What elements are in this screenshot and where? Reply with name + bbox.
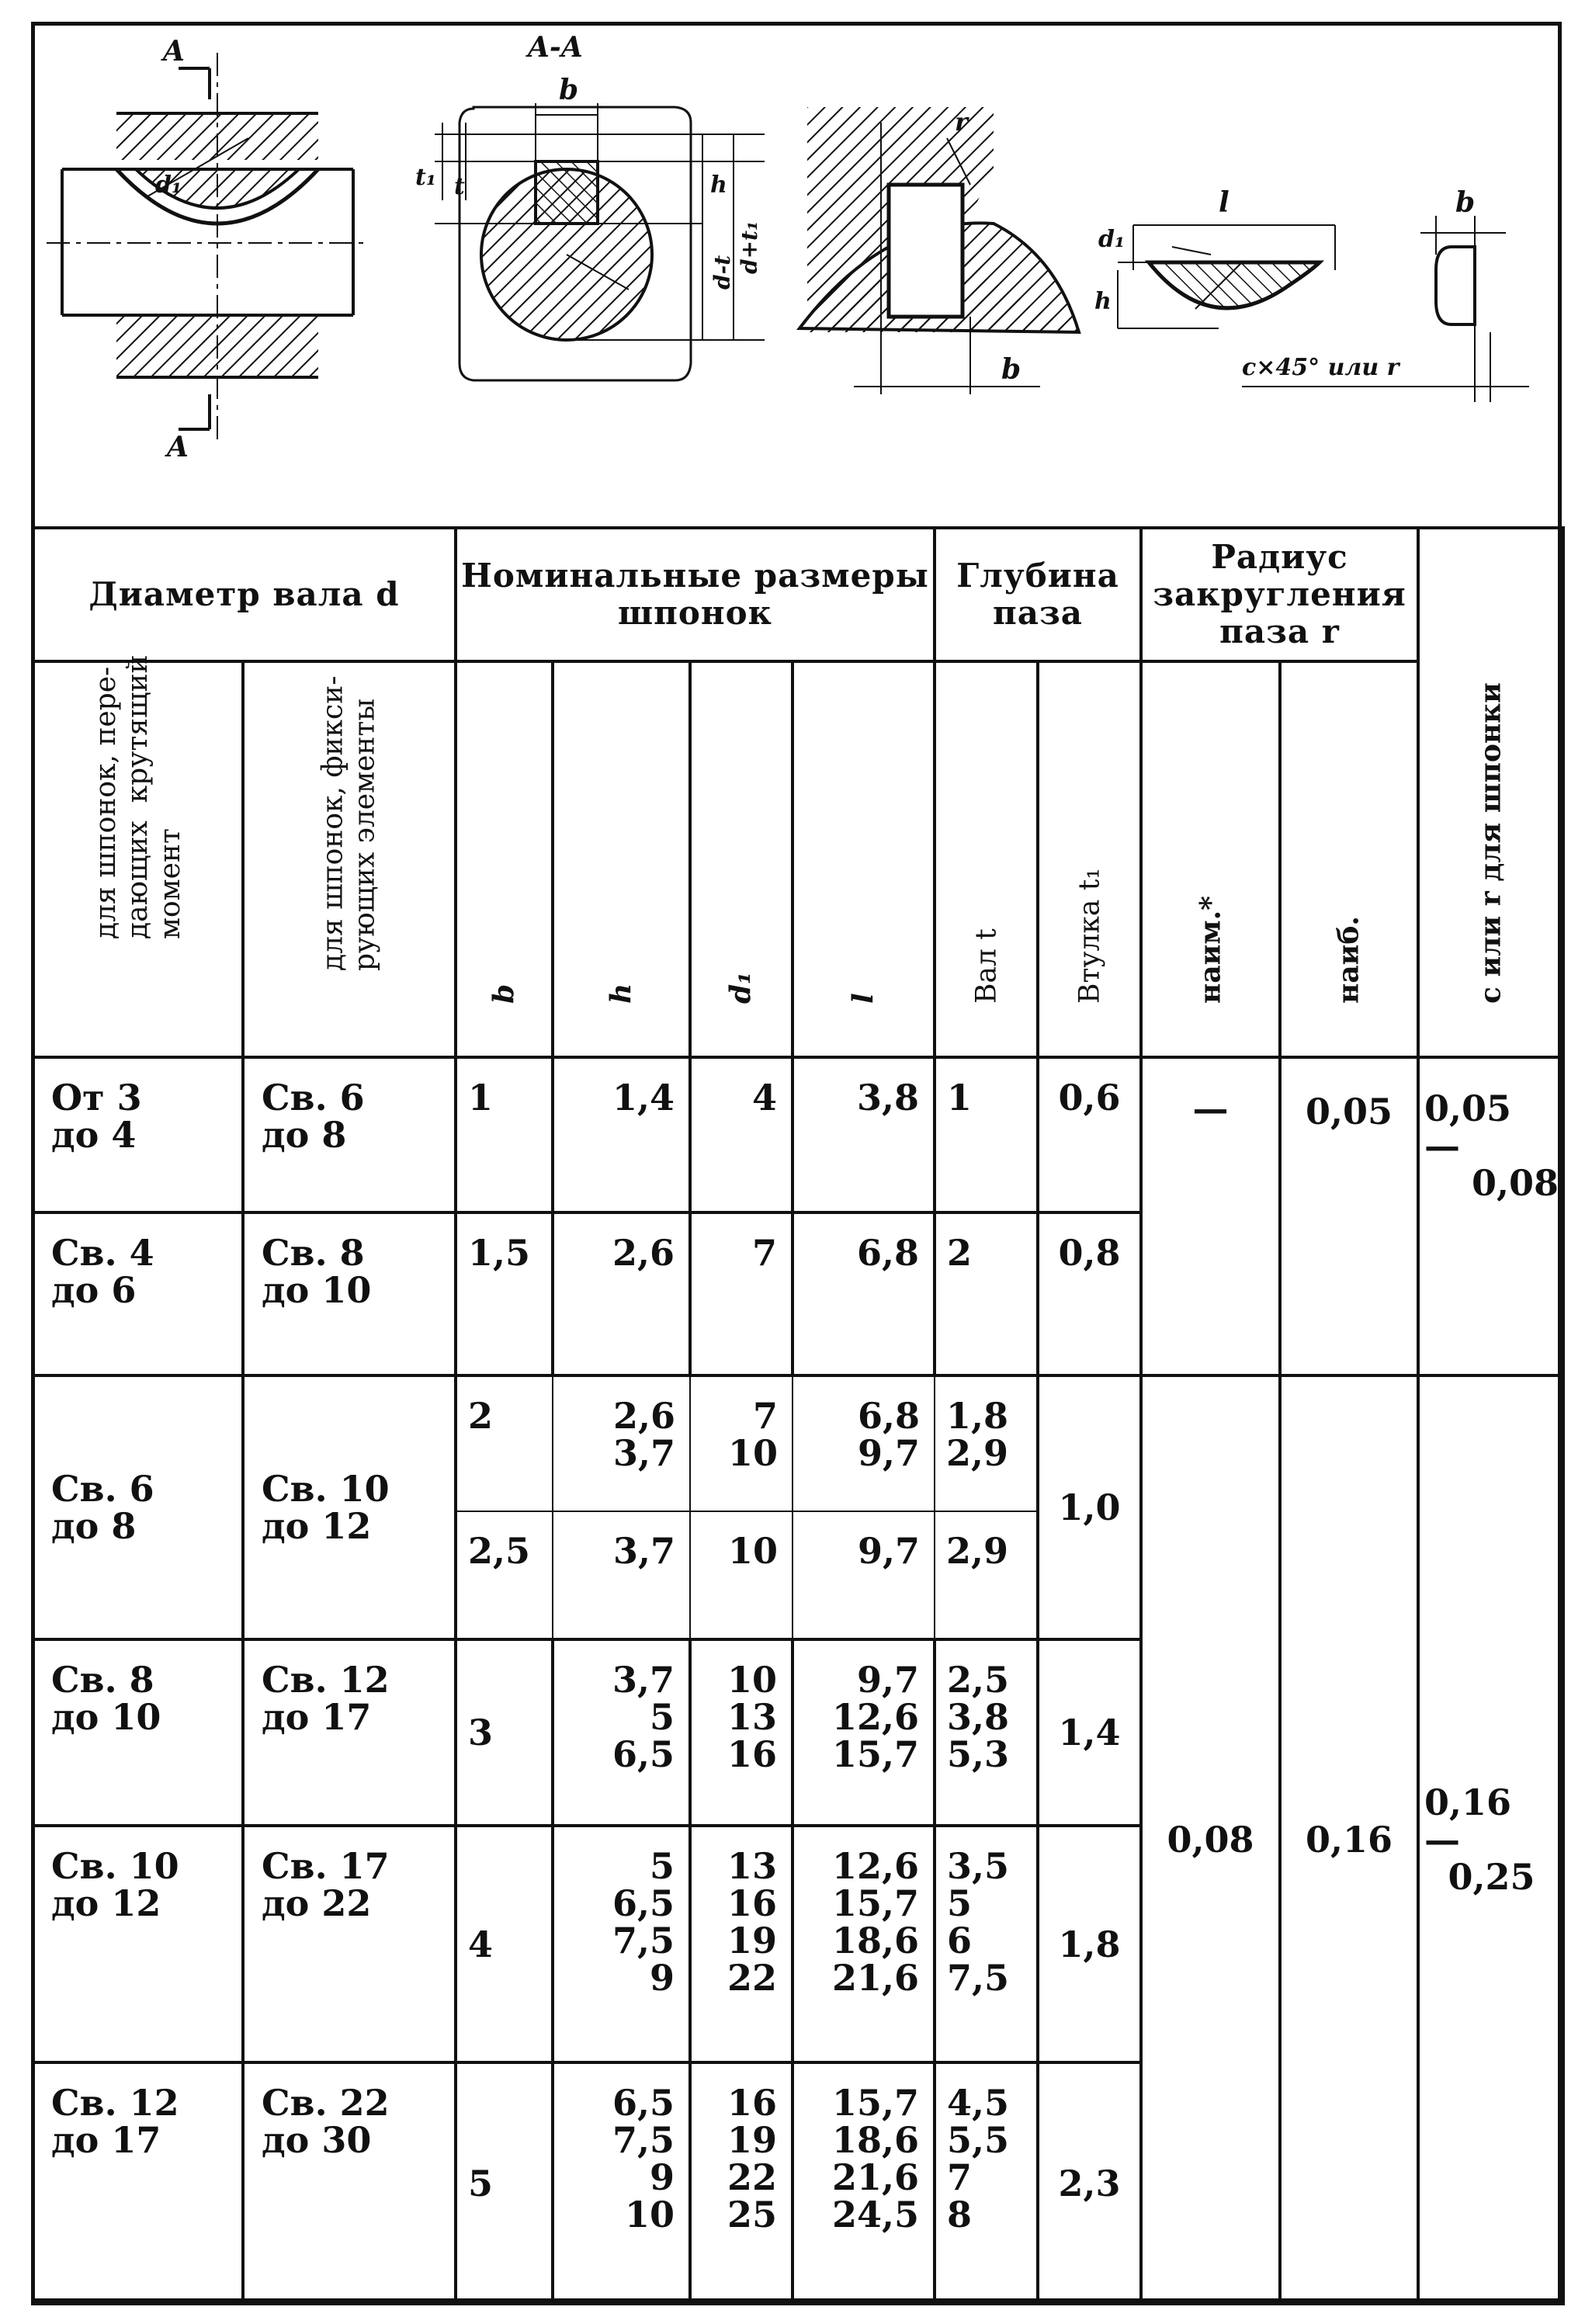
d1-label-side: d₁ — [155, 172, 182, 199]
cell-radius-max: 0,16 — [1280, 1375, 1418, 2304]
cell-b: 1 — [456, 1057, 553, 1212]
cell-l: 6,8 — [793, 1212, 935, 1375]
cell-t: 2,5 3,8 5,3 — [935, 1639, 1038, 1826]
header-min-text: наим.* — [1193, 895, 1226, 1004]
cell-l: 9,7 12,6 15,7 — [793, 1639, 935, 1826]
header-sub-torque-text: для шпонок, пере- дающих крутящий момент — [89, 654, 186, 939]
cell-l: 6,8 9,7 — [793, 1375, 935, 1511]
header-b — [456, 661, 553, 1057]
section-mark-bottom: A — [167, 431, 189, 463]
d-plus-t1-label: d+t₁ — [737, 220, 762, 274]
l-label-key: l — [1219, 186, 1230, 219]
t1-label-section: t₁ — [415, 164, 436, 191]
header-groove-radius-text: Радиус закругления паза r — [1153, 537, 1406, 651]
cell-d-fix: Св. 17 до 22 — [243, 1826, 456, 2062]
header-shaft-diameter-text: Диаметр вала d — [88, 574, 400, 613]
header-shaft-t-text: Вал t — [969, 928, 1002, 1004]
header-l — [793, 661, 935, 1057]
cell-t1: 1,0 — [1038, 1375, 1141, 1639]
cell-d-fix: Св. 8 до 10 — [243, 1212, 456, 1375]
header-groove-radius — [1141, 528, 1418, 661]
r-label-groove: r — [955, 107, 968, 137]
cell-d-torque: Св. 10 до 12 — [33, 1826, 243, 2062]
header-nominal-sizes-text: Номинальные размеры шпонок — [461, 556, 929, 632]
cell-t: 2 — [935, 1212, 1038, 1375]
cell-t: 4,5 5,5 7 8 — [935, 2062, 1038, 2304]
cell-t: 3,5 5 6 7,5 — [935, 1826, 1038, 2062]
b-label-end: b — [1455, 186, 1476, 219]
b-label-section: b — [559, 74, 579, 106]
header-hub-t1-text: Втулка t₁ — [1073, 867, 1105, 1004]
cell-b: 4 — [456, 1826, 553, 2062]
chamfer-from: 0,05 — — [1424, 1087, 1512, 1167]
cell-h: 2,6 — [553, 1212, 690, 1375]
d-minus-t-label: d-t — [709, 255, 735, 290]
header-min — [1141, 661, 1280, 1057]
header-l-text: l — [846, 992, 879, 1004]
chamfer-to: 0,08 — [1471, 1162, 1559, 1204]
header-groove-depth-text: Глубина паза — [956, 556, 1119, 632]
cell-l: 3,8 — [793, 1057, 935, 1212]
chamfer-label: c×45° или r — [1242, 354, 1400, 381]
cell-d1: 4 — [690, 1057, 793, 1212]
key-drawings — [31, 22, 1562, 529]
cell-b: 1,5 — [456, 1212, 553, 1375]
cell-b: 2 — [456, 1375, 553, 1511]
cell-t: 1,8 2,9 — [935, 1375, 1038, 1511]
cell-h: 5 6,5 7,5 9 — [553, 1826, 690, 2062]
cell-t: 2,9 — [935, 1511, 1038, 1639]
cell-l: 15,7 18,6 21,6 24,5 — [793, 2062, 935, 2304]
cell-radius-max: 0,05 — [1280, 1057, 1418, 1375]
header-max — [1280, 661, 1418, 1057]
section-mark-top: A — [163, 35, 185, 68]
cell-d1: 13 16 19 22 — [690, 1826, 793, 2062]
cell-h: 2,6 3,7 — [553, 1375, 690, 1511]
cell-b: 2,5 — [456, 1511, 553, 1639]
cell-b: 3 — [456, 1639, 553, 1826]
h-label-key: h — [1094, 288, 1112, 315]
cell-h: 1,4 — [553, 1057, 690, 1212]
header-nominal-sizes — [456, 528, 935, 661]
cell-radius-min: — — [1141, 1057, 1280, 1375]
cell-chamfer — [1418, 1375, 1563, 2304]
header-d1 — [690, 661, 793, 1057]
header-sub-fixing — [243, 661, 456, 1057]
cell-d1: 7 10 — [690, 1375, 793, 1511]
cell-d-fix: Св. 6 до 8 — [243, 1057, 456, 1212]
cell-t1: 1,4 — [1038, 1639, 1141, 1826]
cell-l: 12,6 15,7 18,6 21,6 — [793, 1826, 935, 2062]
cell-t1: 0,6 — [1038, 1057, 1141, 1212]
header-chamfer-text: с или r для шпонки — [1473, 682, 1507, 1004]
header-h — [553, 661, 690, 1057]
cell-h: 3,7 — [553, 1511, 690, 1639]
header-b-text: b — [487, 983, 520, 1004]
cell-d-torque: Св. 4 до 6 — [33, 1212, 243, 1375]
h-label-section: h — [710, 172, 727, 199]
header-h-text: h — [604, 983, 637, 1004]
cell-d-fix: Св. 22 до 30 — [243, 2062, 456, 2304]
drawing-segment-key — [1118, 225, 1335, 328]
header-sub-torque — [33, 654, 243, 1057]
cell-radius-min: 0,08 — [1141, 1375, 1280, 2304]
section-title: A-A — [528, 31, 583, 64]
cell-d1: 7 — [690, 1212, 793, 1375]
cell-d-fix: Св. 10 до 12 — [243, 1375, 456, 1639]
header-shaft-t — [935, 661, 1038, 1057]
cell-l: 9,7 — [793, 1511, 935, 1639]
cell-d1: 10 — [690, 1511, 793, 1639]
cell-t1: 1,8 — [1038, 1826, 1141, 2062]
header-sub-fixing-text: для шпонок, фикси- рующих элементы — [317, 675, 381, 972]
chamfer-from: 0,16 — — [1424, 1781, 1512, 1861]
cell-d-torque: Св. 12 до 17 — [33, 2062, 243, 2304]
header-d1-text: d₁ — [724, 971, 758, 1004]
cell-b: 5 — [456, 2062, 553, 2304]
cell-h: 6,5 7,5 9 10 — [553, 2062, 690, 2304]
cell-d1: 16 19 22 25 — [690, 2062, 793, 2304]
b-label-groove: b — [1001, 353, 1021, 386]
header-groove-depth — [935, 528, 1141, 661]
cell-t: 1 — [935, 1057, 1038, 1212]
table-row — [33, 1375, 1563, 1511]
t-label-section: t — [454, 173, 465, 200]
header-chamfer — [1418, 528, 1563, 1057]
key-dimension-table — [31, 526, 1565, 2305]
d1-label-key: d₁ — [1098, 226, 1125, 253]
header-shaft-diameter — [33, 528, 456, 661]
header-hub-t1 — [1038, 661, 1141, 1057]
drawing-side-view — [47, 53, 365, 441]
cell-d1: 10 13 16 — [690, 1639, 793, 1826]
drawing-section-aa — [435, 103, 765, 380]
chamfer-to: 0,25 — [1448, 1856, 1535, 1898]
cell-d-torque: Св. 6 до 8 — [33, 1375, 243, 1639]
cell-t1: 0,8 — [1038, 1212, 1141, 1375]
cell-d-torque: Св. 8 до 10 — [33, 1639, 243, 1826]
header-max-text: наиб. — [1332, 915, 1365, 1004]
drawing-groove — [799, 107, 1079, 394]
cell-h: 3,7 5 6,5 — [553, 1639, 690, 1826]
cell-t1: 2,3 — [1038, 2062, 1141, 2304]
cell-chamfer — [1418, 1057, 1563, 1375]
cell-d-fix: Св. 12 до 17 — [243, 1639, 456, 1826]
cell-d-torque: От 3 до 4 — [33, 1057, 243, 1212]
table-row — [33, 1057, 1563, 1212]
